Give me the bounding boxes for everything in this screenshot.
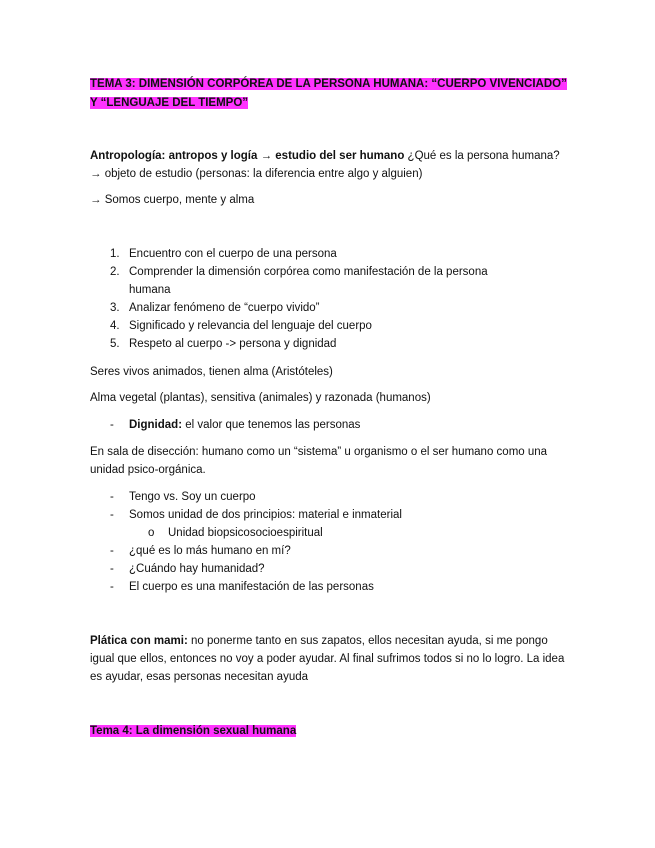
item-text: Comprender la dimensión corpórea como manifestación de la persona humana [129, 266, 488, 296]
heading-tema-3-text: TEMA 3: DIMENSIÓN CORPÓREA DE LA PERSONA HUMANA: “CUERPO VIVENCIADO” Y “LENGUAJE DEL TIEMPO” [90, 78, 567, 109]
seres-line: Seres vivos animados, tienen alma (Aristóteles) [90, 366, 333, 378]
dignidad-bold: Dignidad: [129, 419, 183, 431]
circle-marker: o [148, 527, 155, 539]
bullet-text: ¿qué es lo más humano en mí? [129, 545, 291, 557]
antropologia-bold: Antropología: antropos y logía → estudio del ser humano [90, 150, 405, 162]
heading-tema-4 [90, 722, 570, 741]
item-number: 3. [110, 302, 120, 314]
heading-tema-3 [90, 75, 570, 113]
dignidad-text [129, 416, 549, 434]
item-text: Encuentro con el cuerpo de una persona [129, 248, 337, 260]
item-number: 4. [110, 320, 120, 332]
item-text: Respeto al cuerpo -> persona y dignidad [129, 338, 337, 350]
dash-marker: - [110, 491, 114, 503]
dash-marker: - [110, 563, 114, 575]
alma-line: Alma vegetal (plantas), sensitiva (animales) y razonada (humanos) [90, 392, 431, 404]
bullet-text: Somos unidad de dos principios: material e inmaterial [129, 509, 402, 521]
antropologia-paragraph [90, 147, 570, 183]
dash-marker: - [110, 545, 114, 557]
dignidad-rest: el valor que tenemos las personas [182, 419, 361, 431]
antropologia-rest: ¿Qué es la persona humana? → objeto de estudio (personas: la diferencia entre algo y alguien) [90, 150, 560, 180]
sala-paragraph: En sala de disección: humano como un “sistema” u organismo o el ser humano como una unidad psico-orgánica. [90, 446, 548, 476]
bullet-text: El cuerpo es una manifestación de las personas [129, 581, 374, 593]
platica-bold: Plática con mami: [90, 635, 188, 647]
dash-marker: - [110, 581, 114, 593]
item-number: 5. [110, 338, 120, 350]
bullet-text: ¿Cuándo hay humanidad? [129, 563, 265, 575]
somos-line: → Somos cuerpo, mente y alma [90, 194, 255, 206]
item-number: 1. [110, 248, 120, 260]
platica-rest: no ponerme tanto en sus zapatos, ellos necesitan ayuda, si me pongo igual que ellos, entonces no voy a poder ayudar. Al final sufrimos todos si no lo logro. La idea es ayudar, esas personas necesitan ayuda [90, 635, 565, 683]
item-text: Significado y relevancia del lenguaje del cuerpo [129, 320, 372, 332]
dash-marker: - [110, 509, 114, 521]
bullet-text: Tengo vs. Soy un cuerpo [129, 491, 256, 503]
item-text: Analizar fenómeno de “cuerpo vivido” [129, 302, 320, 314]
platica-paragraph [90, 632, 570, 686]
dash-marker: - [110, 419, 114, 431]
sub-bullet-text: Unidad biopsicosocioespiritual [168, 527, 323, 539]
heading-tema-4-text: Tema 4: La dimensión sexual humana [90, 725, 297, 737]
item-number: 2. [110, 266, 120, 278]
